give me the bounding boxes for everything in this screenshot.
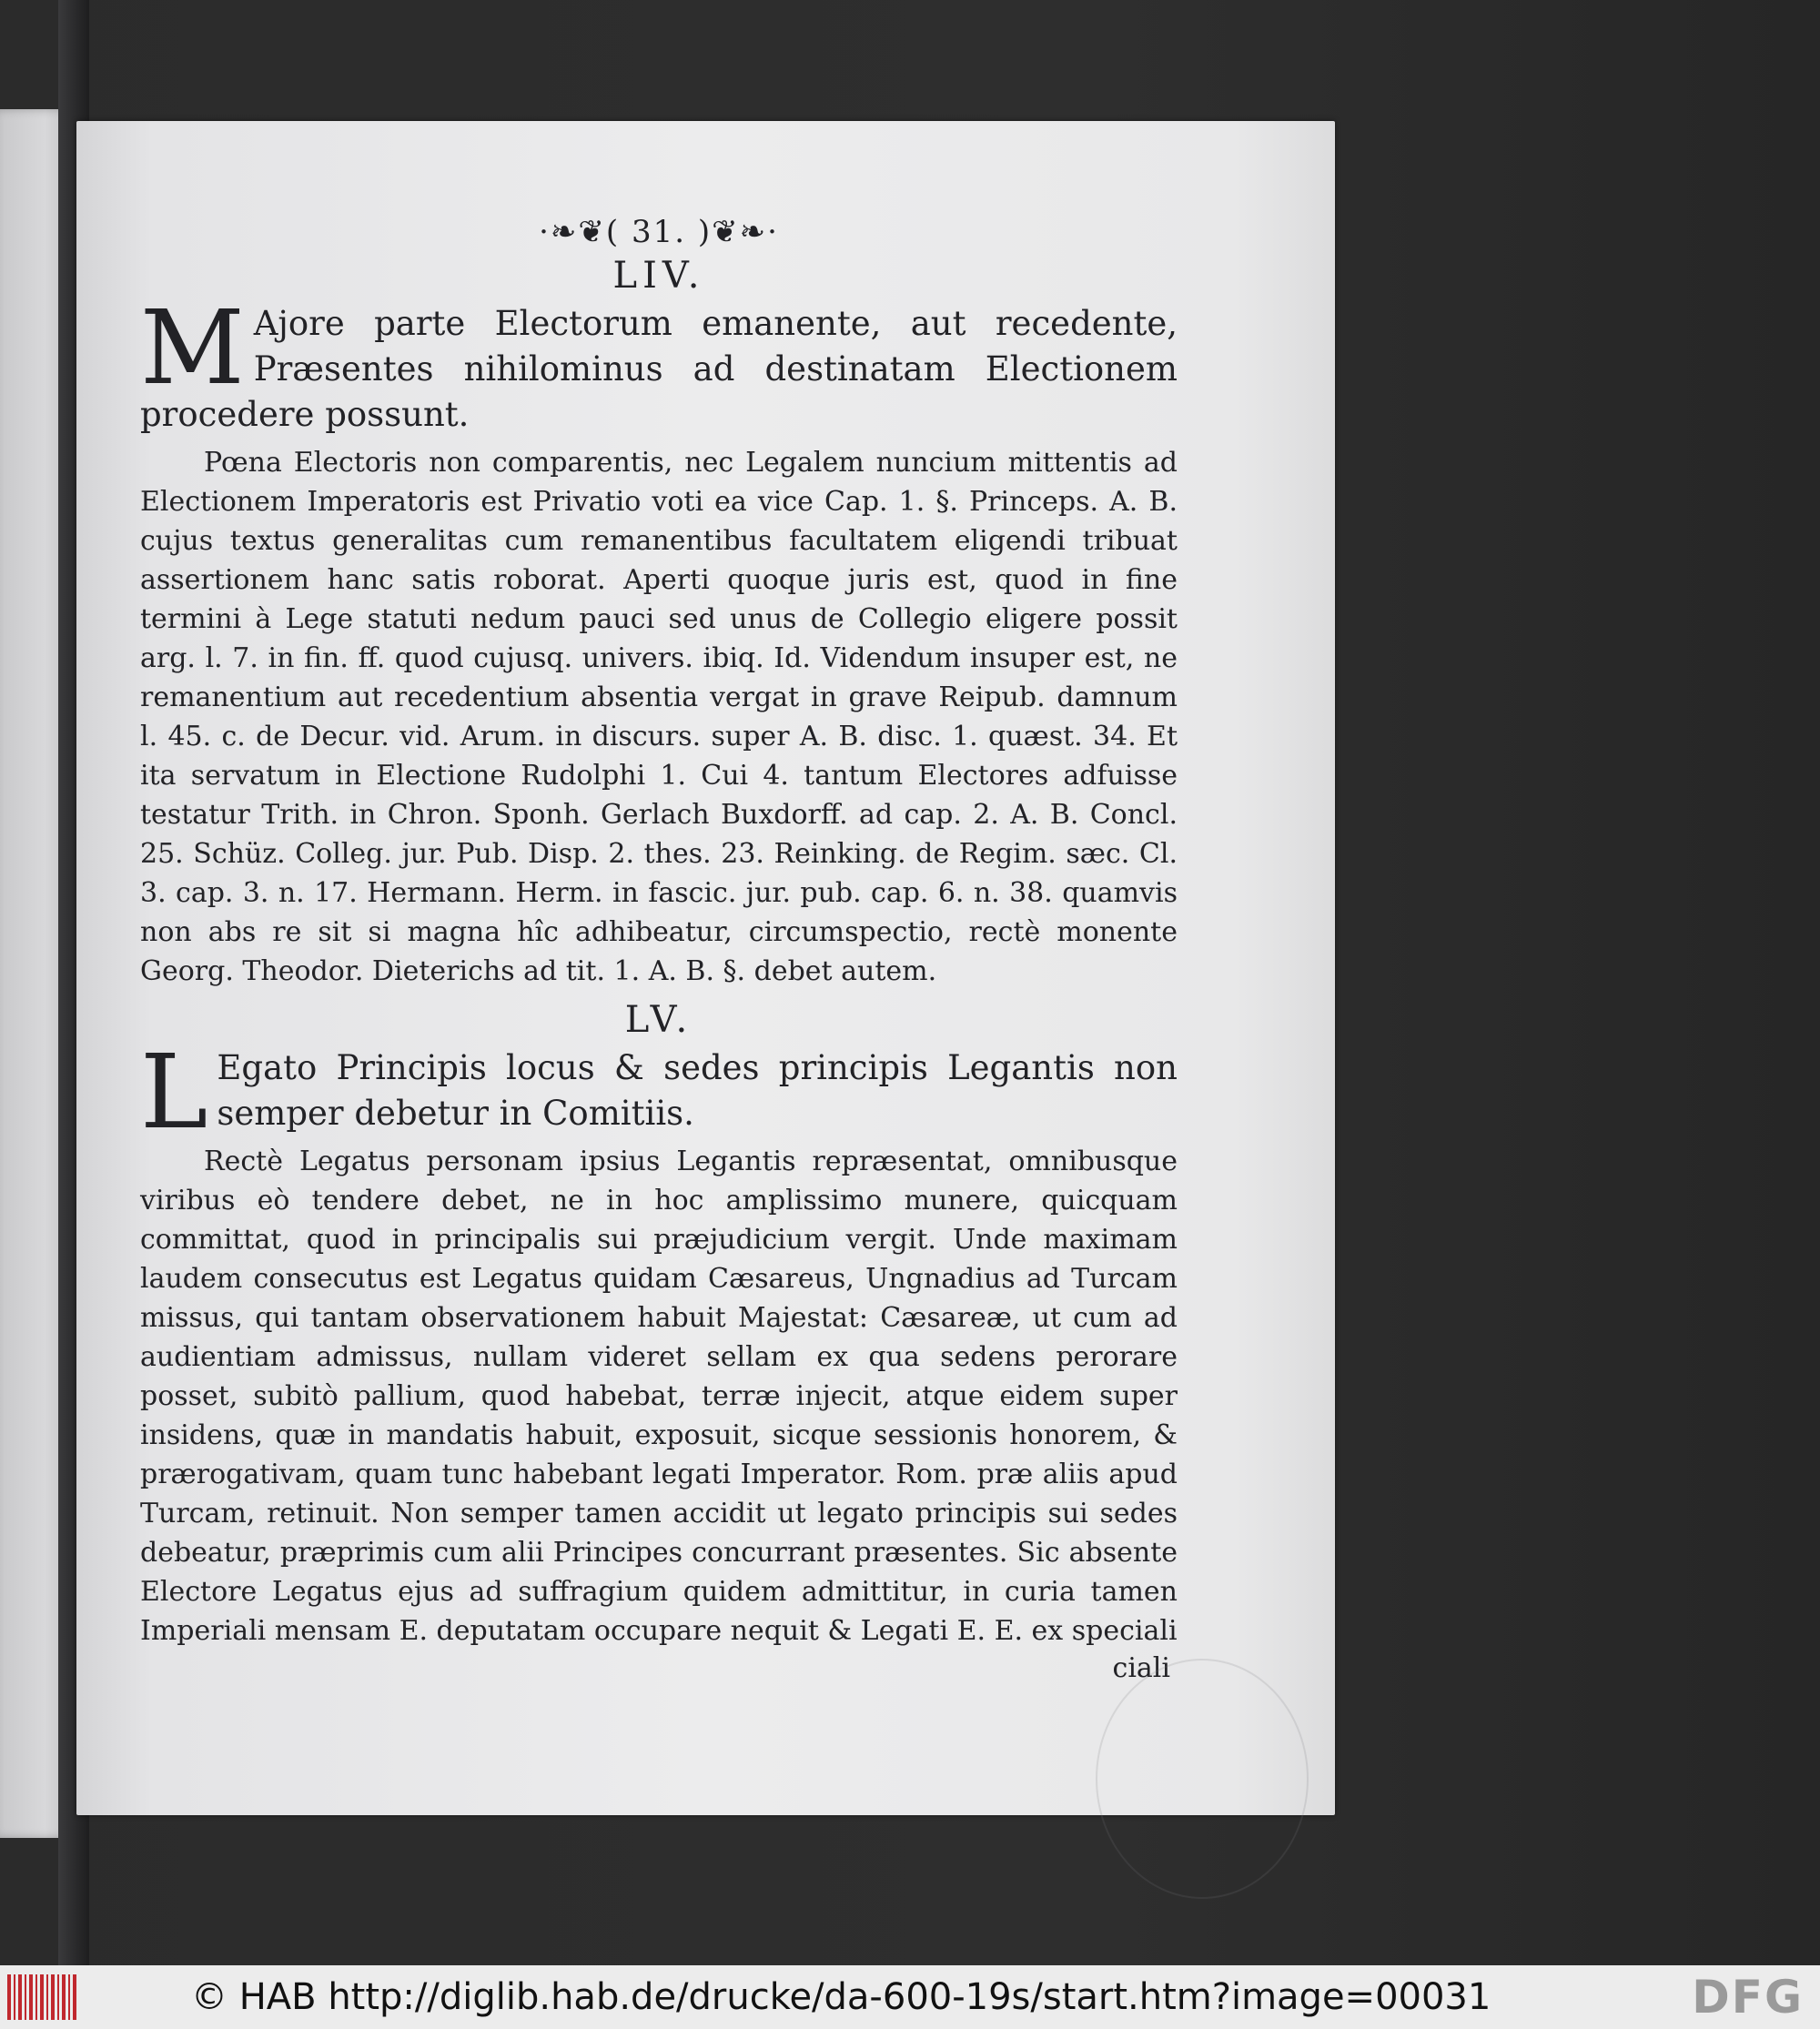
catchword: ciali bbox=[1112, 1652, 1170, 1684]
thesis-lv-text: Egato Principis locus & sedes principis Legantis non semper debetur in Comitiis. bbox=[217, 1048, 1178, 1133]
section-title-liv: LIV. bbox=[612, 255, 705, 297]
section-title-lv: LV. bbox=[624, 999, 693, 1041]
commentary-liv: Pœna Electoris non comparentis, nec Legalem nuncium mittentis ad Electionem Imperatoris est Privatio voti ea vice Cap. 1. §. Princeps. A. B. cujus textus generalitas cum remanentibus facultatem eligendi tribuat assertionem hanc satis roborat. Aperti quoque juris est, quod in fine termini à Lege statuti nedum pauci sed unus de Collegio eligere possit arg. l. 7. in fin. ff. quod cujusq. univers. ibiq. Id. Videndum insuper est, ne remanentium aut recedentium absentia vergat in grave Reipub. damnum l. 45. c. de Decur. vid. Arum. in discurs. super A. B. disc. 1. quæst. 34. Et ita servatum in Electione Rudolphi 1. Cui 4. tantum Electores adfuisse testatur Trith. in Chron. Sponh. Gerlach Buxdorff. ad cap. 2. A. B. Concl. 25. Schüz. Colleg. jur. Pub. Disp. 2. thes. 23. Reinking. de Regim. sæc. Cl. 3. cap. 3. n. 17. Hermann. Herm. in fascic. jur. pub. cap. 6. n. 38. quamvis non abs re sit si magna hîc adhibeatur, circumspectio, rectè monente Georg. Theodor. Dieterichs ad tit. 1. A. B. §. debet autem. bbox=[140, 447, 1178, 987]
thesis-liv bbox=[140, 289, 1178, 438]
thesis-liv-text: Ajore parte Electorum emanente, aut recedente, Præsentes nihilominus ad destinatam Electionem procedere possunt. bbox=[140, 304, 1178, 434]
viewer-footer-bar bbox=[0, 1965, 1820, 2029]
commentary-lv: Rectè Legatus personam ipsius Legantis repræsentat, omnibusque viribus eò tendere debet, ne in hoc amplissimo munere, quicquam committat, quod in principalis sui præjudicium vergit. Unde maximam laudem consecutus est Legatus quidam Cæsareus, Ungnadius ad Turcam missus, qui tantam observationem habuit Majestat: Cæsareæ, ut cum ad audientiam admissus, nullam videret sellam ex qua sedens perorare posset, subitò pallium, quod habebat, terræ injecit, atque eidem super insidens, quæ in mandatis habuit, exposuit, sicque sessionis honorem, & prærogativam, quam tunc habebant legati Imperator. Rom. præ aliis apud Turcam, retinuit. Non semper tamen accidit ut legato principis sui sedes debeatur, præprimis cum alii Principes concurrant præsentes. Sic absente Electore Legatus ejus ad suffragium quidem admittitur, in curia tamen Imperiali mensam E. deputatam occupare nequit & Legati E. E. ex speciali bbox=[140, 1146, 1178, 1647]
source-url-link[interactable]: © HAB http://diglib.hab.de/drucke/da-600-19s/start.htm?image=00031 bbox=[191, 1976, 1491, 2018]
barcode-icon bbox=[7, 1974, 78, 2020]
dropcap-m: M bbox=[140, 289, 245, 408]
dfg-logo: DFG bbox=[1692, 1971, 1804, 2024]
page-text-block bbox=[140, 212, 1178, 1687]
page-number-header: ·❧❦( 31. )❦❧· bbox=[539, 214, 779, 250]
dropcap-l: L bbox=[140, 1034, 208, 1152]
book-page bbox=[76, 121, 1335, 1815]
thesis-lv bbox=[140, 1034, 1178, 1152]
faint-library-stamp bbox=[1096, 1659, 1309, 1899]
